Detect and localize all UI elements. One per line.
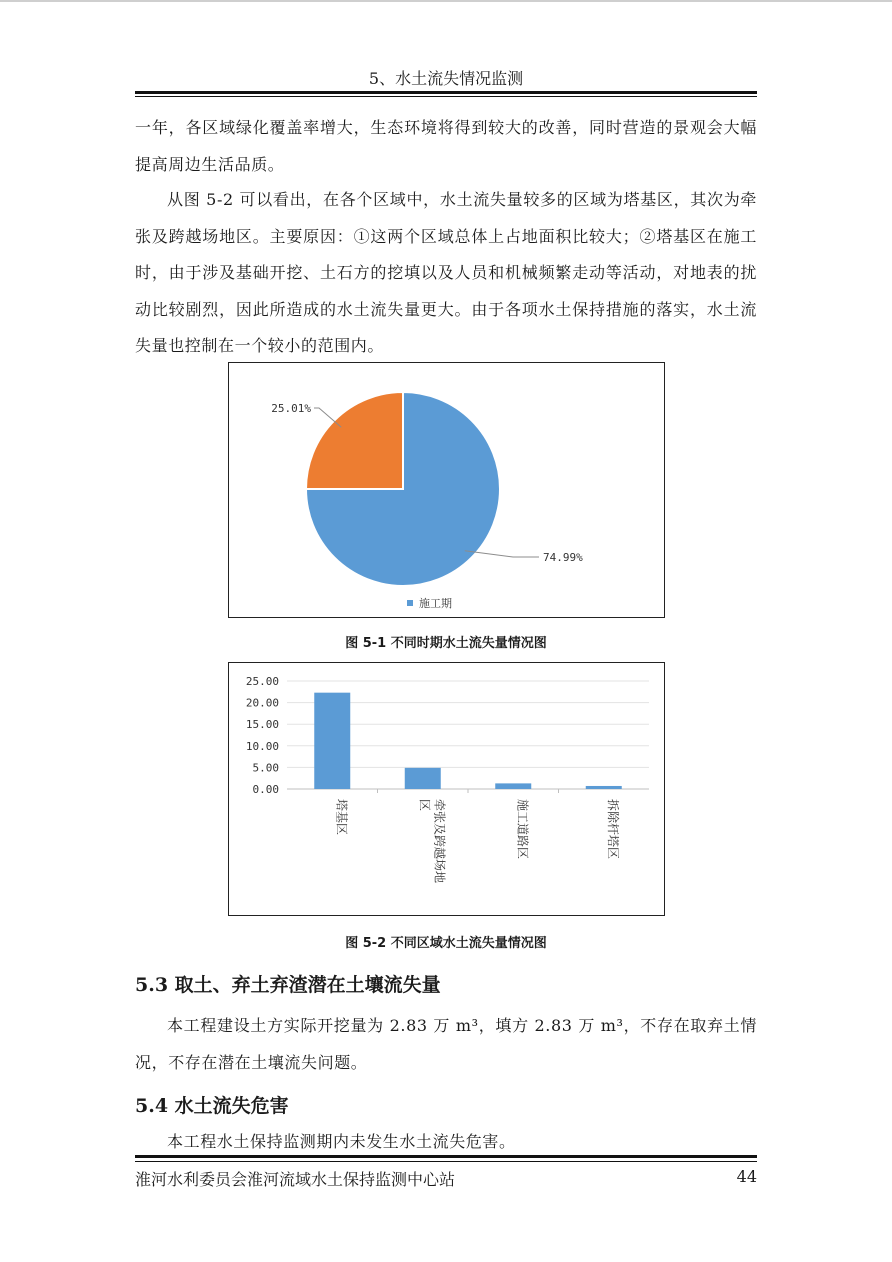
footer-rule-thick xyxy=(135,1155,757,1158)
running-header: 5、水土流失情况监测 xyxy=(368,69,524,88)
page-top-rule xyxy=(0,0,892,2)
header-rule-thick xyxy=(135,91,757,94)
section-5-4-text: 本工程水土保持监测期内未发生水土流失危害。 xyxy=(167,1132,516,1151)
pie-data-label-1: 74.99% xyxy=(543,551,583,564)
bar-x-category-label: 拆除杆塔区 xyxy=(605,799,620,860)
bar-y-tick-label: 5.00 xyxy=(252,761,279,775)
figure-5-2-bar-chart xyxy=(228,662,665,916)
footer-rule-thin xyxy=(135,1161,757,1162)
bar-chart-svg xyxy=(229,663,663,914)
bar-y-tick-label: 10.00 xyxy=(245,739,279,753)
pie-legend-swatch xyxy=(407,600,413,606)
pie-slice-2 xyxy=(306,392,403,489)
bar-x-category-label: 塔基区 xyxy=(334,799,349,836)
paragraph-intro: 一年，各区域绿化覆盖率增大，生态环境将得到较大的改善，同时营造的景观会大幅提高周边生活品质。 xyxy=(135,118,757,174)
bar-2 xyxy=(405,768,441,789)
bar-x-category-label: 施工道路区 xyxy=(515,799,530,860)
section-5-4-heading: 5.4 水土流失危害 xyxy=(135,1095,289,1117)
pie-data-label-2: 25.01% xyxy=(271,402,311,415)
figure-5-2-caption: 图 5-2 不同区域水土流失量情况图 xyxy=(345,936,547,951)
bar-x-category-label: 区 xyxy=(417,799,432,812)
figure-5-1-caption: 图 5-1 不同时期水土流失量情况图 xyxy=(345,636,547,651)
bar-1 xyxy=(314,693,350,789)
bar-y-tick-label: 25.00 xyxy=(245,675,279,688)
section-5-3-heading: 5.3 取土、弃土弃渣潜在土壤流失量 xyxy=(135,974,441,996)
bar-y-tick-label: 15.00 xyxy=(245,718,279,732)
pie-legend-label: 施工期 xyxy=(419,597,452,610)
bar-x-category-label: 牵张及跨越场地 xyxy=(432,799,447,884)
paragraph-analysis: 从图 5-2 可以看出，在各个区域中，水土流失量较多的区域为塔基区，其次为牵张及跨越场地区。主要原因：①这两个区域总体上占地面积比较大；②塔基区在施工时，由于涉及基础开挖、土石方的挖填以及人员和机械频繁走动等活动，对地表的扰动比较剧烈，因此所造成的水土流失量更大。由于各项水土保持措施的落实，水土流失量也控制在一个较小的范围内。 xyxy=(135,190,757,355)
figure-5-1-pie-chart xyxy=(228,362,665,618)
footer-organization: 淮河水利委员会淮河流域水土保持监测中心站 xyxy=(135,1170,456,1189)
header-rule-thin xyxy=(135,96,757,97)
section-5-3-text: 本工程建设土方实际开挖量为 2.83 万 m³，填方 2.83 万 m³，不存在取弃土情况，不存在潜在土壤流失问题。 xyxy=(135,1016,757,1072)
bar-3 xyxy=(495,783,531,789)
pie-chart-svg xyxy=(229,363,663,616)
bar-4 xyxy=(586,786,622,789)
page-number: 44 xyxy=(736,1167,757,1186)
bar-y-tick-label: 20.00 xyxy=(245,696,279,710)
bar-y-tick-label: 0.00 xyxy=(252,783,279,796)
